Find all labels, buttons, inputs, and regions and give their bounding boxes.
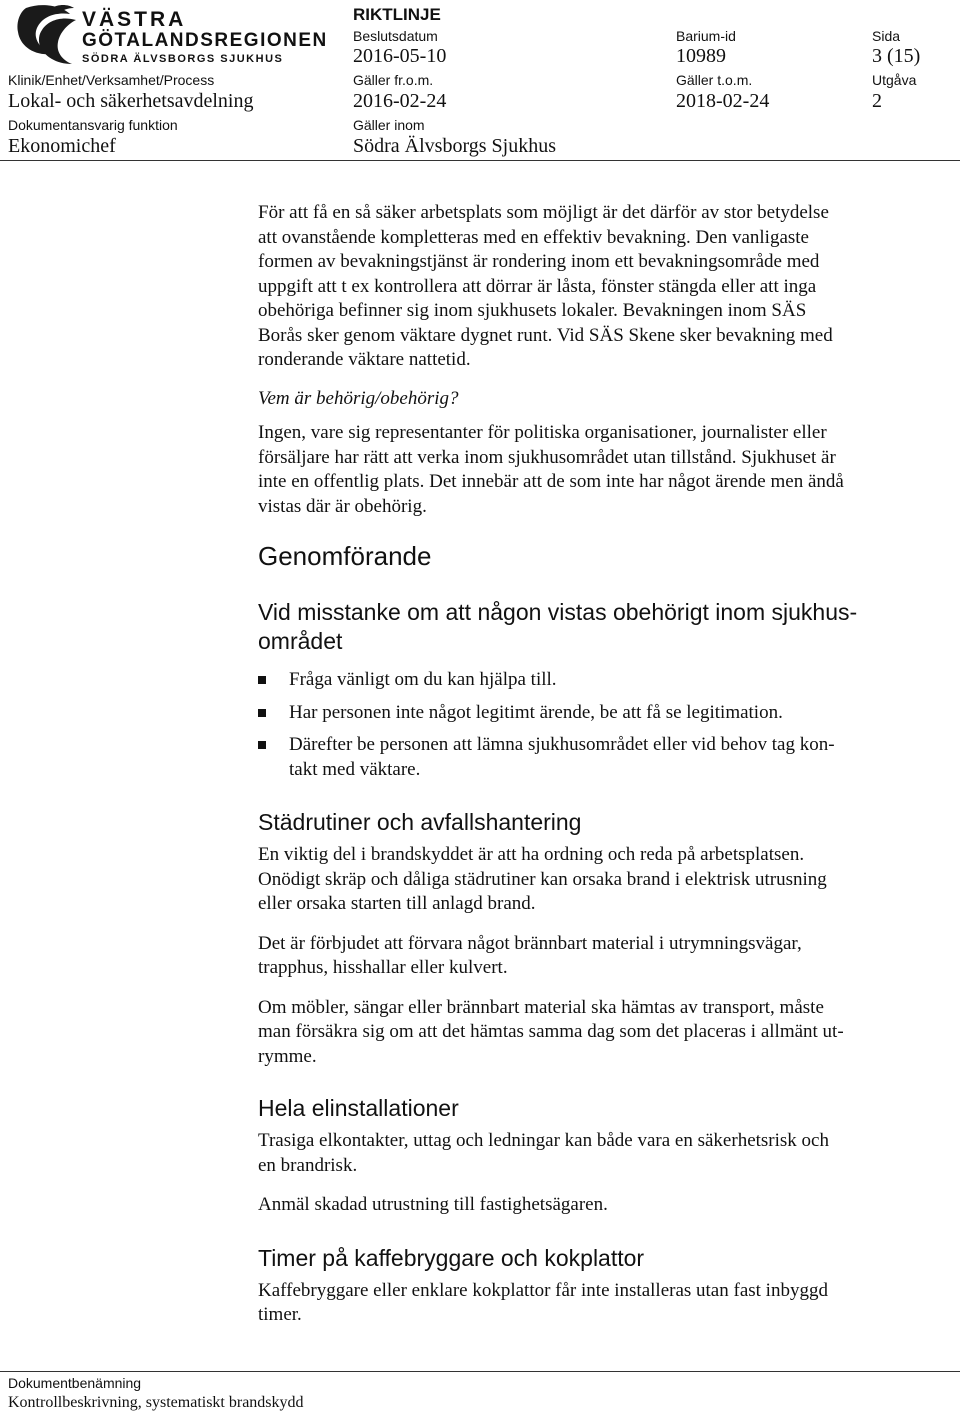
- beslutsdatum-value: 2016-05-10: [353, 45, 447, 67]
- bullet-square-icon: [258, 709, 266, 717]
- document-name-label: Dokumentbenämning: [8, 1375, 142, 1391]
- document-body: [258, 201, 928, 1328]
- klinik-label: Klinik/Enhet/Verksamhet/Process: [8, 72, 215, 88]
- text-line: Onödigt skräp och dåliga städrutiner kan orsaka brand i elektrisk utrusning: [258, 868, 827, 890]
- sida-value: 3 (15): [872, 45, 921, 67]
- document-type: RIKTLINJE: [353, 5, 441, 24]
- document-name-value: Kontrollbeskrivning, systematiskt brandskydd: [8, 1394, 304, 1411]
- ansvarig-value: Ekonomichef: [8, 135, 116, 157]
- footer-divider: [0, 1371, 960, 1372]
- text-line: trapphus, hisshallar eller kulvert.: [258, 957, 508, 978]
- heading-line: området: [258, 628, 343, 654]
- heading-elinstallationer: Hela elinstallationer: [258, 1095, 459, 1121]
- galler-from-value: 2016-02-24: [353, 90, 447, 112]
- question-heading: Vem är behörig/obehörig?: [258, 387, 459, 409]
- paragraph-kaffebryggare: [258, 1279, 928, 1328]
- heading-misstanke: [258, 598, 928, 656]
- heading-timer: Timer på kaffebryggare och kokplattor: [258, 1244, 645, 1271]
- galler-inom-label: Gäller inom: [353, 117, 425, 133]
- galler-from-label: Gäller fr.o.m.: [353, 72, 434, 88]
- paragraph-forbjudet: [258, 932, 928, 981]
- text-line: rymme.: [258, 1045, 317, 1067]
- text-line: Trasiga elkontakter, uttag och ledningar kan både vara en säkerhetsrisk och: [258, 1130, 829, 1151]
- text-line: försäljare har rätt att verka inom sjukhusområdet utan tillstånd. Sjukhuset är: [258, 446, 836, 468]
- logo-line-1: VÄSTRA: [82, 8, 187, 31]
- text-line: En viktig del i brandskyddet är att ha ordning och reda på arbetsplatsen.: [258, 844, 805, 865]
- list-item: [258, 733, 928, 782]
- text-line: Borås sker genom väktare dygnet runt. Vid SÄS Skene sker bevakning med: [258, 324, 833, 346]
- header-divider: [0, 160, 960, 161]
- galler-inom-value: Södra Älvsborgs Sjukhus: [353, 135, 556, 157]
- text-line: Om möbler, sängar eller brännbart material ska hämtas av transport, måste: [258, 996, 824, 1018]
- text-line: obehöriga befinner sig inom sjukhusets lokaler. Bevakningen inom SÄS: [258, 300, 807, 321]
- klinik-value: Lokal- och säkerhetsavdelning: [8, 90, 254, 112]
- bullet-square-icon: [258, 741, 266, 749]
- logo-line-3: SÖDRA ÄLVSBORGS SJUKHUS: [82, 53, 284, 65]
- paragraph-ordning: [258, 843, 928, 917]
- text-line: Det är förbjudet att förvara något brännbart material i utrymningsvägar,: [258, 932, 802, 954]
- heading-stadrutiner: Städrutiner och avfallshantering: [258, 809, 582, 835]
- text-line: man försäkra sig om att det hämtas samma dag som det placeras i allmänt ut-: [258, 1021, 844, 1042]
- list-item-text: Därefter be personen att lämna sjukhusområdet eller vid behov tag kon-: [289, 734, 835, 755]
- paragraph-anmal: Anmäl skadad utrustning till fastighetsägaren.: [258, 1194, 608, 1215]
- list-item-text: Har personen inte något legitimt ärende, be att få se legitimation.: [289, 701, 783, 723]
- utgava-label: Utgåva: [872, 72, 917, 88]
- text-line: ronderande väktare nattetid.: [258, 349, 471, 370]
- utgava-value: 2: [872, 90, 882, 112]
- text-line: Ingen, vare sig representanter för politiska organisationer, journalister eller: [258, 422, 827, 443]
- text-line: timer.: [258, 1304, 302, 1325]
- sida-label: Sida: [872, 28, 901, 44]
- bullet-square-icon: [258, 676, 266, 684]
- logo-emblem-icon: [12, 2, 82, 66]
- text-line: uppgift att t ex kontrollera att dörrar är låsta, fönster stängda eller att inga: [258, 275, 817, 297]
- galler-tom-label: Gäller t.o.m.: [676, 72, 753, 88]
- heading-genomforande: Genomförande: [258, 541, 432, 571]
- organization-logo: [12, 2, 328, 72]
- list-item: [258, 701, 928, 726]
- bullet-list: [258, 668, 928, 782]
- list-item: [258, 668, 928, 693]
- text-line: formen av bevakningstjänst är rondering inom ett bevakningsområde med: [258, 251, 820, 272]
- barium-id-value: 10989: [676, 45, 726, 67]
- text-line: eller orsaka starten till anlagd brand.: [258, 893, 536, 914]
- paragraph-behorig: [258, 421, 928, 519]
- paragraph-elkontakter: [258, 1129, 928, 1178]
- paragraph-bevakning: [258, 201, 928, 373]
- text-line: att ovanstående kompletteras med en effektiv bevakning. Den vanligaste: [258, 226, 809, 248]
- text-line: För att få en så säker arbetsplats som möjligt är det därför av stor betydelse: [258, 202, 829, 223]
- list-item-text: Fråga vänligt om du kan hjälpa till.: [289, 669, 557, 690]
- ansvarig-label: Dokumentansvarig funktion: [8, 117, 178, 133]
- barium-id-label: Barium-id: [676, 28, 736, 44]
- text-line: vistas där är obehörig.: [258, 495, 427, 517]
- galler-tom-value: 2018-02-24: [676, 90, 770, 112]
- heading-line: Vid misstanke om att någon vistas obehörigt inom sjukhus-: [258, 599, 858, 625]
- text-line: inte en offentlig plats. Det innebär att de som inte har något ärende men ändå: [258, 471, 844, 492]
- logo-line-2: GÖTALANDSREGIONEN: [82, 30, 328, 51]
- text-line: Kaffebryggare eller enklare kokplattor får inte installeras utan fast inbyggd: [258, 1279, 828, 1301]
- beslutsdatum-label: Beslutsdatum: [353, 28, 438, 44]
- paragraph-mobler: [258, 996, 928, 1070]
- list-item-text: takt med väktare.: [289, 758, 421, 780]
- text-line: en brandrisk.: [258, 1154, 358, 1176]
